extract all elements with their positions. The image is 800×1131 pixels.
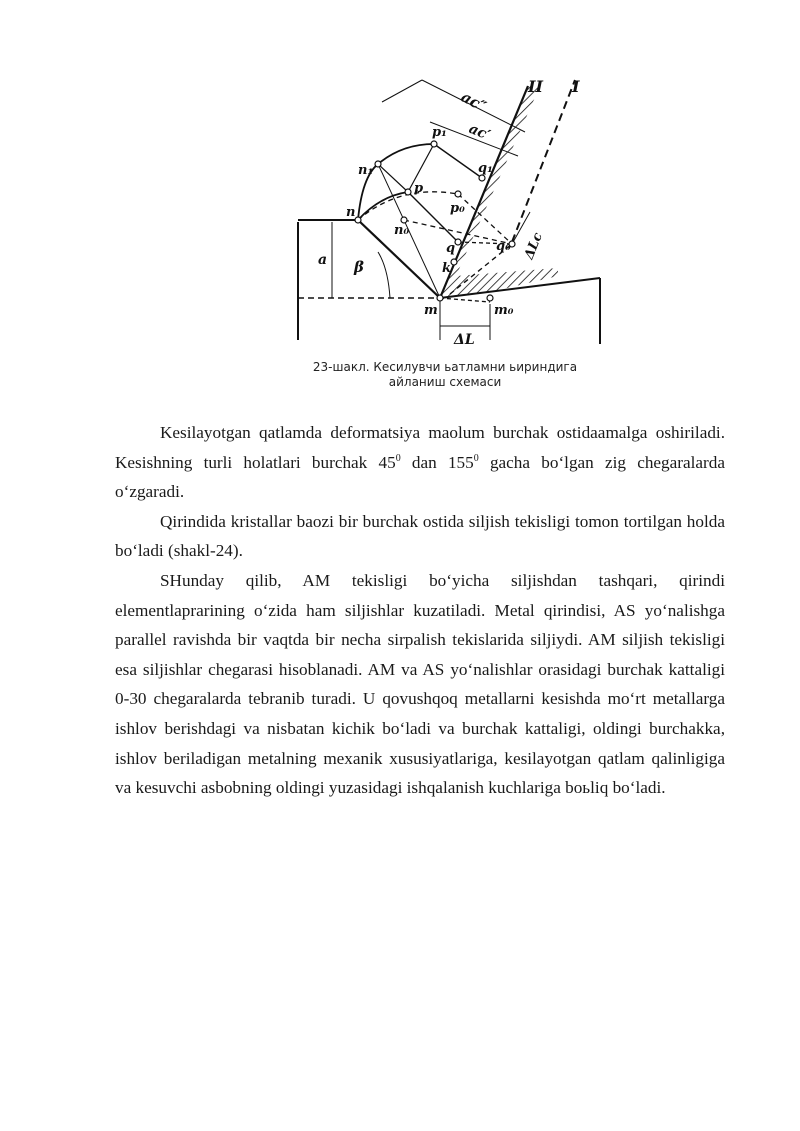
label-m: m	[424, 303, 438, 318]
point-p	[405, 189, 411, 195]
label-a: a	[318, 252, 328, 268]
paragraph-1: Kesilayotgan qatlamda deformatsiya maolum burchak ostidaamalga oshiriladi. Kesishning turli holatlari burchak $45^0$ dan $155^0$ gacha boʻlgan zig chegaralarda oʻzgaradi.	[115, 423, 725, 502]
shear-line-p1-q1	[434, 144, 482, 178]
point-p1	[431, 141, 437, 147]
label-p0: p₀	[450, 201, 465, 216]
label-n0: n₀	[394, 223, 410, 238]
paragraph-3: SHunday qilib, AM tekisligi boʻyicha siljishdan tashqari, qirindi elementlaprarining oʻzida ham siljishlar kuzatiladi. Metal qirindisi, AS yoʻnalishga parallel ravishda bir vaqtda bir necha sirpalish tekislarida siljiydi. AM siljish tekisligi esa siljishlar chegarasi hisoblanadi. AM va AS yoʻnalishlar orasidagi burchak kattaligi 0-30 chegaralarda tebranib turadi. U qovushqoq metallarni kesishda moʻrt metallarga ishlov berishdagi va nisbatan kichik boʻladi va burchak kattaligi, oldingi burchakka, ishlov beriladigan metalning mexanik xususiyatlariga, kesilayotgan qatlam qalinligiga va kesuvchi asbobning oldingi yuzasidagi ishqalanish kuchlariga boьliq boʻladi.	[115, 570, 725, 798]
point-p0	[455, 191, 461, 197]
label-n1: n₁	[358, 163, 374, 178]
chip-link-p1-n1	[378, 164, 408, 192]
point-n1	[375, 161, 381, 167]
paragraph-2: Qirindida kristallar baozi bir burchak ostida siljish tekisligi tomon tortilgan holda boʻladi (shakl-24).	[115, 511, 725, 561]
shear-line-p-q	[408, 192, 458, 242]
chip-formation-svg	[290, 72, 610, 352]
dashed-line-m-m0	[440, 298, 490, 302]
point-k	[451, 259, 457, 265]
label-k: k	[442, 261, 452, 276]
label-p: p	[414, 181, 424, 196]
label-n: n	[346, 205, 356, 220]
caption-line-1: 23-шакл. Кесилувчи ьатламни ьириндига	[312, 360, 578, 374]
label-roman-2: II	[528, 77, 543, 96]
arc-n1-p1	[378, 144, 434, 164]
body-text	[115, 418, 725, 803]
label-dlc: ΔLc	[521, 230, 546, 262]
tool-rake-face	[440, 86, 528, 298]
label-ac2: aс″	[458, 87, 490, 116]
label-beta: β	[354, 258, 364, 276]
label-q1: q₁	[478, 161, 493, 176]
label-ac1: aс′	[466, 120, 493, 144]
chip-formation-diagram	[290, 72, 610, 352]
label-dl: ΔL	[454, 332, 475, 348]
label-m0: m₀	[494, 303, 514, 318]
beta-arc	[378, 252, 390, 298]
point-m0	[487, 295, 493, 301]
label-p1: p₁	[432, 125, 447, 140]
point-q	[455, 239, 461, 245]
label-q: q	[446, 241, 456, 256]
point-n	[355, 217, 361, 223]
dim-ac2-line	[382, 80, 422, 102]
caption-line-2: айланиш схемаси	[388, 375, 502, 389]
figure-caption	[300, 360, 590, 390]
point-m	[437, 295, 443, 301]
label-roman-1: I	[572, 77, 580, 96]
label-q0: q₀	[496, 239, 511, 254]
